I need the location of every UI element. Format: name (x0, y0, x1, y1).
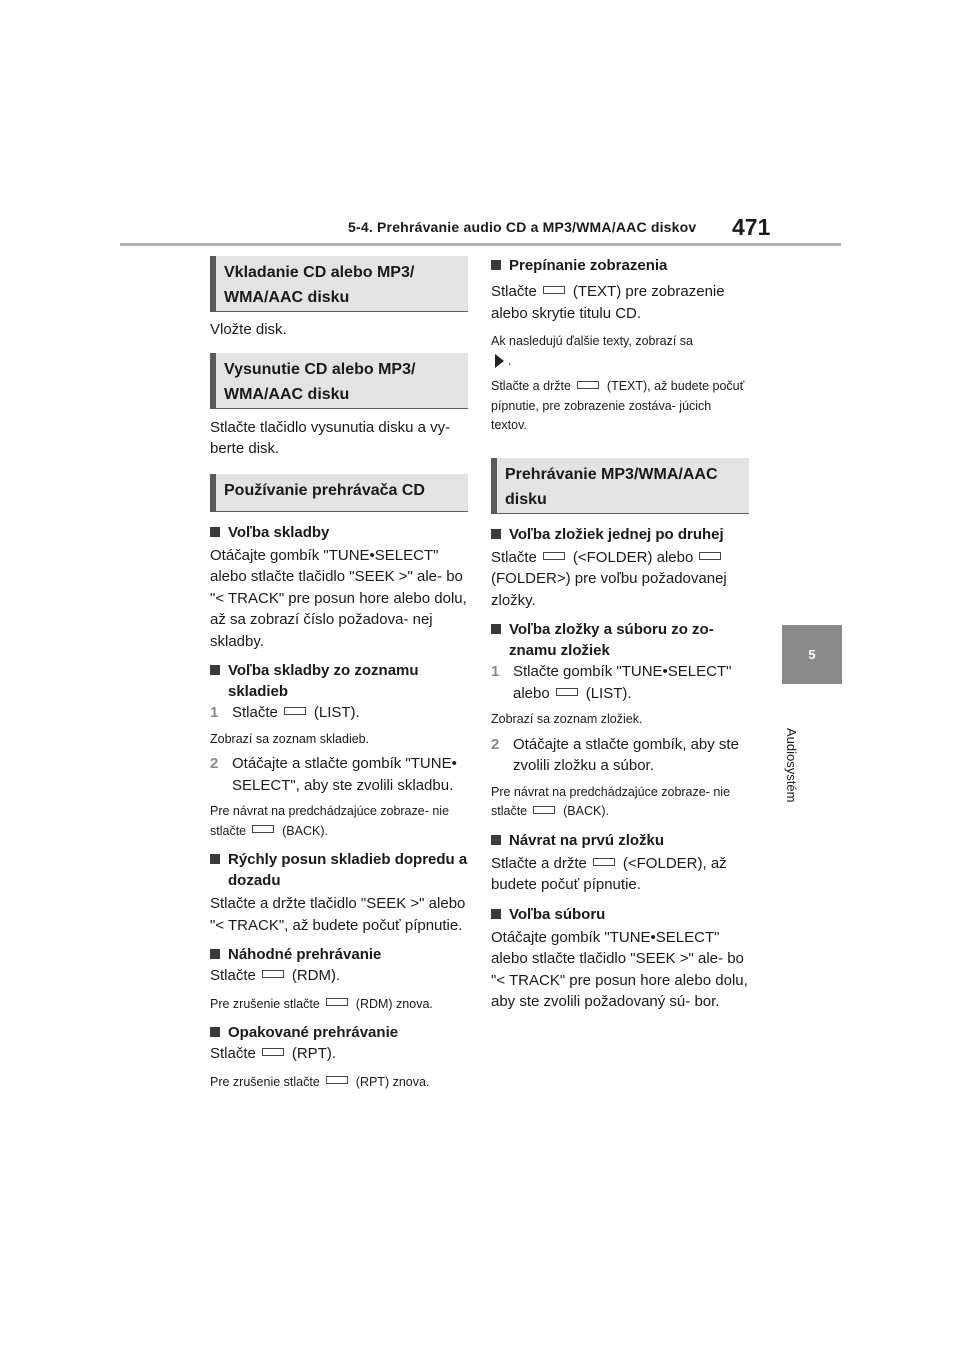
bullet-square-icon (491, 529, 501, 539)
note-back: Pre návrat na predchádzajúce zobraze- nie stlačte (BACK). (210, 804, 450, 838)
bullet-square-icon (210, 949, 220, 959)
note-repeat: Pre zrušenie stlačte (RPT) znova. (210, 1074, 430, 1089)
back-button-icon (533, 806, 555, 814)
subheading-display-switch: Prepínanie zobrazenia (491, 255, 749, 276)
subheading-fast-forward: Rýchly posun skladieb dopredu a dozadu (210, 849, 468, 891)
bullet-square-icon (491, 624, 501, 634)
subheading-repeat: Opakované prehrávanie (210, 1022, 468, 1043)
bullet-square-icon (210, 665, 220, 675)
eject-disc-text: Stlačte tlačidlo vysunutia disku a vy- berte disk. (210, 418, 451, 457)
section-heading-insert-disc: Vkladanie CD alebo MP3/ WMA/AAC disku (210, 256, 468, 312)
bullet-square-icon (491, 835, 501, 845)
back-button-icon (252, 825, 274, 833)
repeat-text: Stlačte (RPT). (210, 1045, 337, 1062)
note-back: Pre návrat na predchádzajúce zobraze- nie stlačte (BACK). (491, 784, 731, 818)
step-2: 2 Otáčajte a stlačte gombík, aby ste zvolili zložku a súbor. (491, 735, 739, 774)
page-number: 471 (732, 214, 771, 240)
subheading-track-list: Voľba skladby zo zoznamu skladieb (210, 660, 468, 702)
chapter-title: 5-4. Prehrávanie audio CD a MP3/WMA/AAC diskov (348, 219, 697, 235)
section-heading-eject-disc: Vysunutie CD alebo MP3/ WMA/AAC disku (210, 353, 468, 409)
folder-next-button-icon (699, 552, 721, 560)
rpt-button-icon (326, 1076, 348, 1084)
subheading-folder-list: Voľba zložky a súboru zo zo- znamu zložiek (491, 619, 749, 661)
rdm-button-icon (262, 970, 284, 978)
list-button-icon (556, 688, 578, 696)
chapter-tab: 5 (782, 625, 842, 684)
arrow-right-icon (495, 354, 504, 368)
first-folder-text: Stlačte a držte (<FOLDER), až budete počuť pípnutie. (491, 854, 727, 893)
rpt-button-icon (262, 1048, 284, 1056)
rdm-button-icon (326, 998, 348, 1006)
right-column (491, 255, 749, 1013)
display-switch-text: Stlačte (TEXT) pre zobrazenie alebo skrytie titulu CD. (491, 283, 725, 322)
section-heading-mp3-playback: Prehrávanie MP3/WMA/AAC disku (491, 458, 749, 514)
subheading-random: Náhodné prehrávanie (210, 944, 468, 965)
file-select-text: Otáčajte gombík "TUNE•SELECT" alebo stlačte tlačidlo "SEEK >" ale- bo "< TRACK" pre posun hore alebo dolu, aby ste zvolili požadovaný sú- bor. (491, 928, 748, 1010)
section-heading-cd-player: Používanie prehrávača CD (210, 474, 468, 512)
bullet-square-icon (491, 909, 501, 919)
left-column (210, 256, 468, 1092)
fast-forward-text: Stlačte a držte tlačidlo "SEEK >" alebo "< TRACK", až budete počuť pípnutie. (210, 895, 466, 934)
list-button-icon (284, 707, 306, 715)
folder-by-folder-text: Stlačte (<FOLDER) alebo(FOLDER>) pre voľbu požadovanej zložky. (491, 548, 727, 609)
random-text: Stlačte (RDM). (210, 967, 341, 984)
subheading-first-folder: Návrat na prvú zložku (491, 830, 749, 851)
note-folder-list: Zobrazí sa zoznam zložiek. (491, 712, 643, 726)
note-track-list: Zobrazí sa zoznam skladieb. (210, 731, 370, 746)
note-hold-text: Stlačte a držte (TEXT), až budete počuť pípnutie, pre zobrazenie zostáva- júcich textov. (491, 379, 745, 432)
bullet-square-icon (210, 1027, 220, 1037)
folder-prev-button-icon (593, 858, 615, 866)
bullet-square-icon (491, 260, 501, 270)
subheading-track-select: Voľba skladby (210, 522, 468, 543)
note-more-texts: Ak nasledujú ďalšie texty, zobrazí sa . (491, 334, 693, 368)
step-2: 2 Otáčajte a stlačte gombík "TUNE• SELECT", aby ste zvolili skladbu. (210, 755, 457, 794)
insert-disc-text: Vložte disk. (210, 321, 287, 338)
text-button-icon (577, 381, 599, 389)
bullet-square-icon (210, 527, 220, 537)
note-random: Pre zrušenie stlačte (RDM) znova. (210, 996, 433, 1011)
folder-prev-button-icon (543, 552, 565, 560)
subheading-file-select: Voľba súboru (491, 904, 749, 925)
track-select-text: Otáčajte gombík "TUNE•SELECT" alebo stlačte tlačidlo "SEEK >" ale- bo "< TRACK" pre posun hore alebo dolu, až sa zobrazí číslo požadova- nej skladby. (210, 546, 467, 650)
text-button-icon (543, 286, 565, 294)
bullet-square-icon (210, 854, 220, 864)
header-divider (120, 243, 841, 246)
chapter-tab-label: Audiosystém (784, 728, 799, 803)
step-1: 1 Stlačte (LIST). (210, 704, 360, 721)
step-1: 1 Stlačte gombík "TUNE•SELECT" alebo (LIST). (491, 663, 732, 702)
subheading-folder-by-folder: Voľba zložiek jednej po druhej (491, 524, 749, 545)
